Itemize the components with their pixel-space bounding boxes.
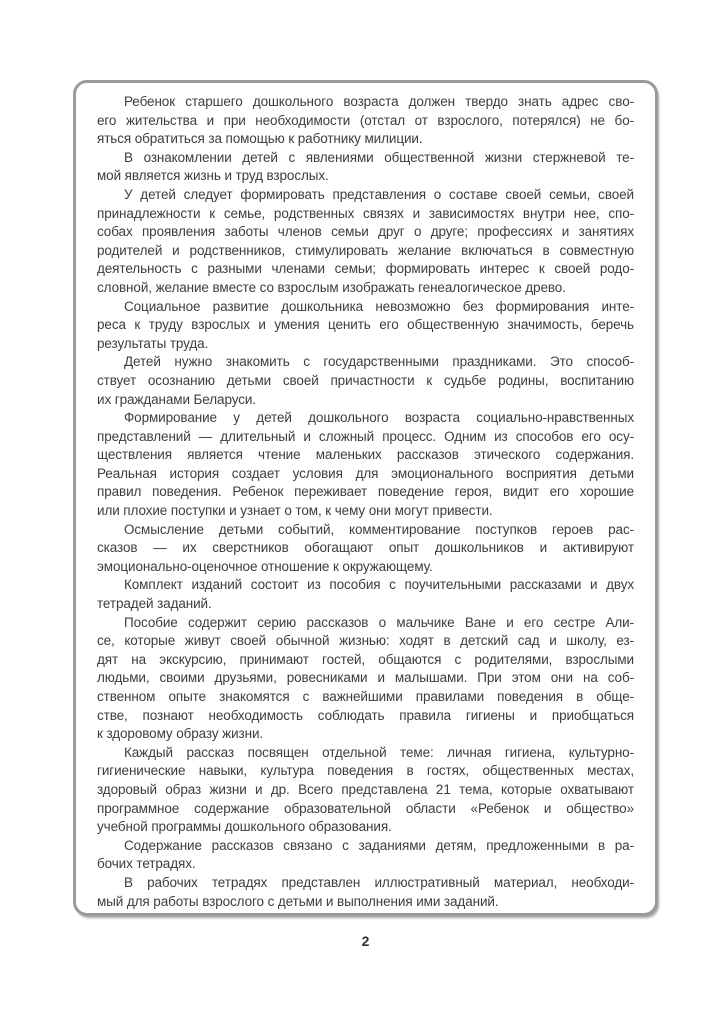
paragraph <box>97 353 634 409</box>
text-line: Комплект изданий состоит из пособия с поучительными рассказами и двух <box>124 577 634 593</box>
text-line: В ознакомлении детей с явлениями общественной жизни стержневой те- <box>124 149 634 165</box>
text-line: мой является жизнь и труд взрослых. <box>97 168 329 184</box>
paragraph <box>97 874 634 911</box>
text-line: родителей и родственников, стимулировать желание включаться в совместную <box>97 242 634 258</box>
paragraph <box>97 576 634 613</box>
text-line: или плохие поступки и узнает о том, к чему они могут привести. <box>97 503 493 519</box>
paragraph <box>97 744 634 837</box>
text-line: се, которые живут своей обычной жизнью: ходят в детский сад и школу, ез- <box>97 633 634 649</box>
text-line: бочих тетрадях. <box>97 856 196 872</box>
paragraph <box>97 521 634 577</box>
paragraph <box>97 614 634 744</box>
text-line: Содержание рассказов связано с заданиями детям, предложенными в ра- <box>124 837 634 853</box>
text-line: собах проявления заботы членов семьи друг о друге; профессиях и занятиях <box>97 224 634 240</box>
text-line: их гражданами Беларуси. <box>97 391 256 407</box>
text-line: дят на экскурсию, принимают гостей, общаются с родителями, взрослыми <box>97 651 634 667</box>
text-line: принадлежности к семье, родственных связях и зависимостях внутри нее, спо- <box>97 205 634 221</box>
text-line: яться обратиться за помощью к работнику милиции. <box>97 131 423 147</box>
text-line: ственном опыте знакомятся с важнейшими правилами поведения в обще- <box>97 689 634 704</box>
text-line: Детей нужно знакомить с государственными праздниками. Это способ- <box>124 354 634 370</box>
text-line: учебной программы дошкольного образования. <box>97 819 392 835</box>
page-paragraphs <box>97 93 634 911</box>
text-line: словной, желание вместе со взрослым изображать генеалогическое древо. <box>97 279 566 295</box>
text-line: его жительства и при необходимости (отстал от взрослого, потерялся) не бо- <box>97 112 634 128</box>
text-line: Пособие содержит серию рассказов о мальчике Ване и его сестре Али- <box>124 614 634 630</box>
text-line: деятельность с разными членами семьи; формировать интерес к своей родо- <box>97 261 634 277</box>
text-line: эмоционально-оценочное отношение к окружающему. <box>97 558 433 574</box>
text-line: правил поведения. Ребенок переживает поведение героя, видит его хорошие <box>97 484 634 500</box>
paragraph <box>97 186 634 298</box>
paragraph <box>97 298 634 354</box>
text-line: Каждый рассказ посвящен отдельной теме: личная гигиена, культурно- <box>124 744 634 760</box>
text-line: Социальное развитие дошкольника невозможно без формирования инте- <box>124 298 634 314</box>
text-line: ществления является чтение маленьких рассказов этического содержания. <box>97 447 634 463</box>
text-line: Ребенок старшего дошкольного возраста должен твердо знать адрес сво- <box>124 94 634 109</box>
paragraph <box>97 93 634 149</box>
text-line: результаты труда. <box>97 335 209 351</box>
text-line: программное содержание образовательной области «Ребенок и общество» <box>97 800 634 816</box>
text-line: Формирование у детей дошкольного возраста социально-нравственных <box>124 410 634 426</box>
text-line: В рабочих тетрадях представлен иллюстративный материал, необходи- <box>124 874 634 890</box>
text-line: сказов — их сверстников обогащают опыт дошкольников и активируют <box>97 540 634 556</box>
text-line: мый для работы взрослого с детьми и выполнения ими заданий. <box>97 893 499 909</box>
page-number: 2 <box>361 933 370 949</box>
text-line: представлений — длительный и сложный процесс. Одним из способов его осу- <box>97 428 634 444</box>
text-line: гигиенические навыки, культура поведения в гостях, общественных местах, <box>97 763 634 779</box>
text-line: здоровый образ жизни и др. Всего представлена 21 тема, которые охватывают <box>97 781 634 797</box>
text-line: людьми, своими друзьями, ровесниками и малышами. При этом они на соб- <box>97 670 634 686</box>
paragraph <box>97 409 634 521</box>
paragraph <box>97 149 634 186</box>
text-line: к здоровому образу жизни. <box>97 726 264 742</box>
text-line: тетрадей заданий. <box>97 596 212 612</box>
text-line: ствует осознанию детьми своей причастности к судьбе родины, воспитанию <box>97 372 634 388</box>
page-text-frame <box>73 80 658 916</box>
text-line: Реальная история создает условия для эмоционального восприятия детьми <box>97 465 634 481</box>
text-line: Осмысление детьми событий, комментирование поступков героев рас- <box>124 521 634 537</box>
text-line: У детей следует формировать представления о составе своей семьи, своей <box>124 186 634 202</box>
paragraph <box>97 837 634 874</box>
text-line: реса к труду взрослых и умения ценить его общественную значимость, беречь <box>97 317 634 333</box>
text-line: стве, познают необходимость соблюдать правила гигиены и приобщаться <box>97 707 634 723</box>
